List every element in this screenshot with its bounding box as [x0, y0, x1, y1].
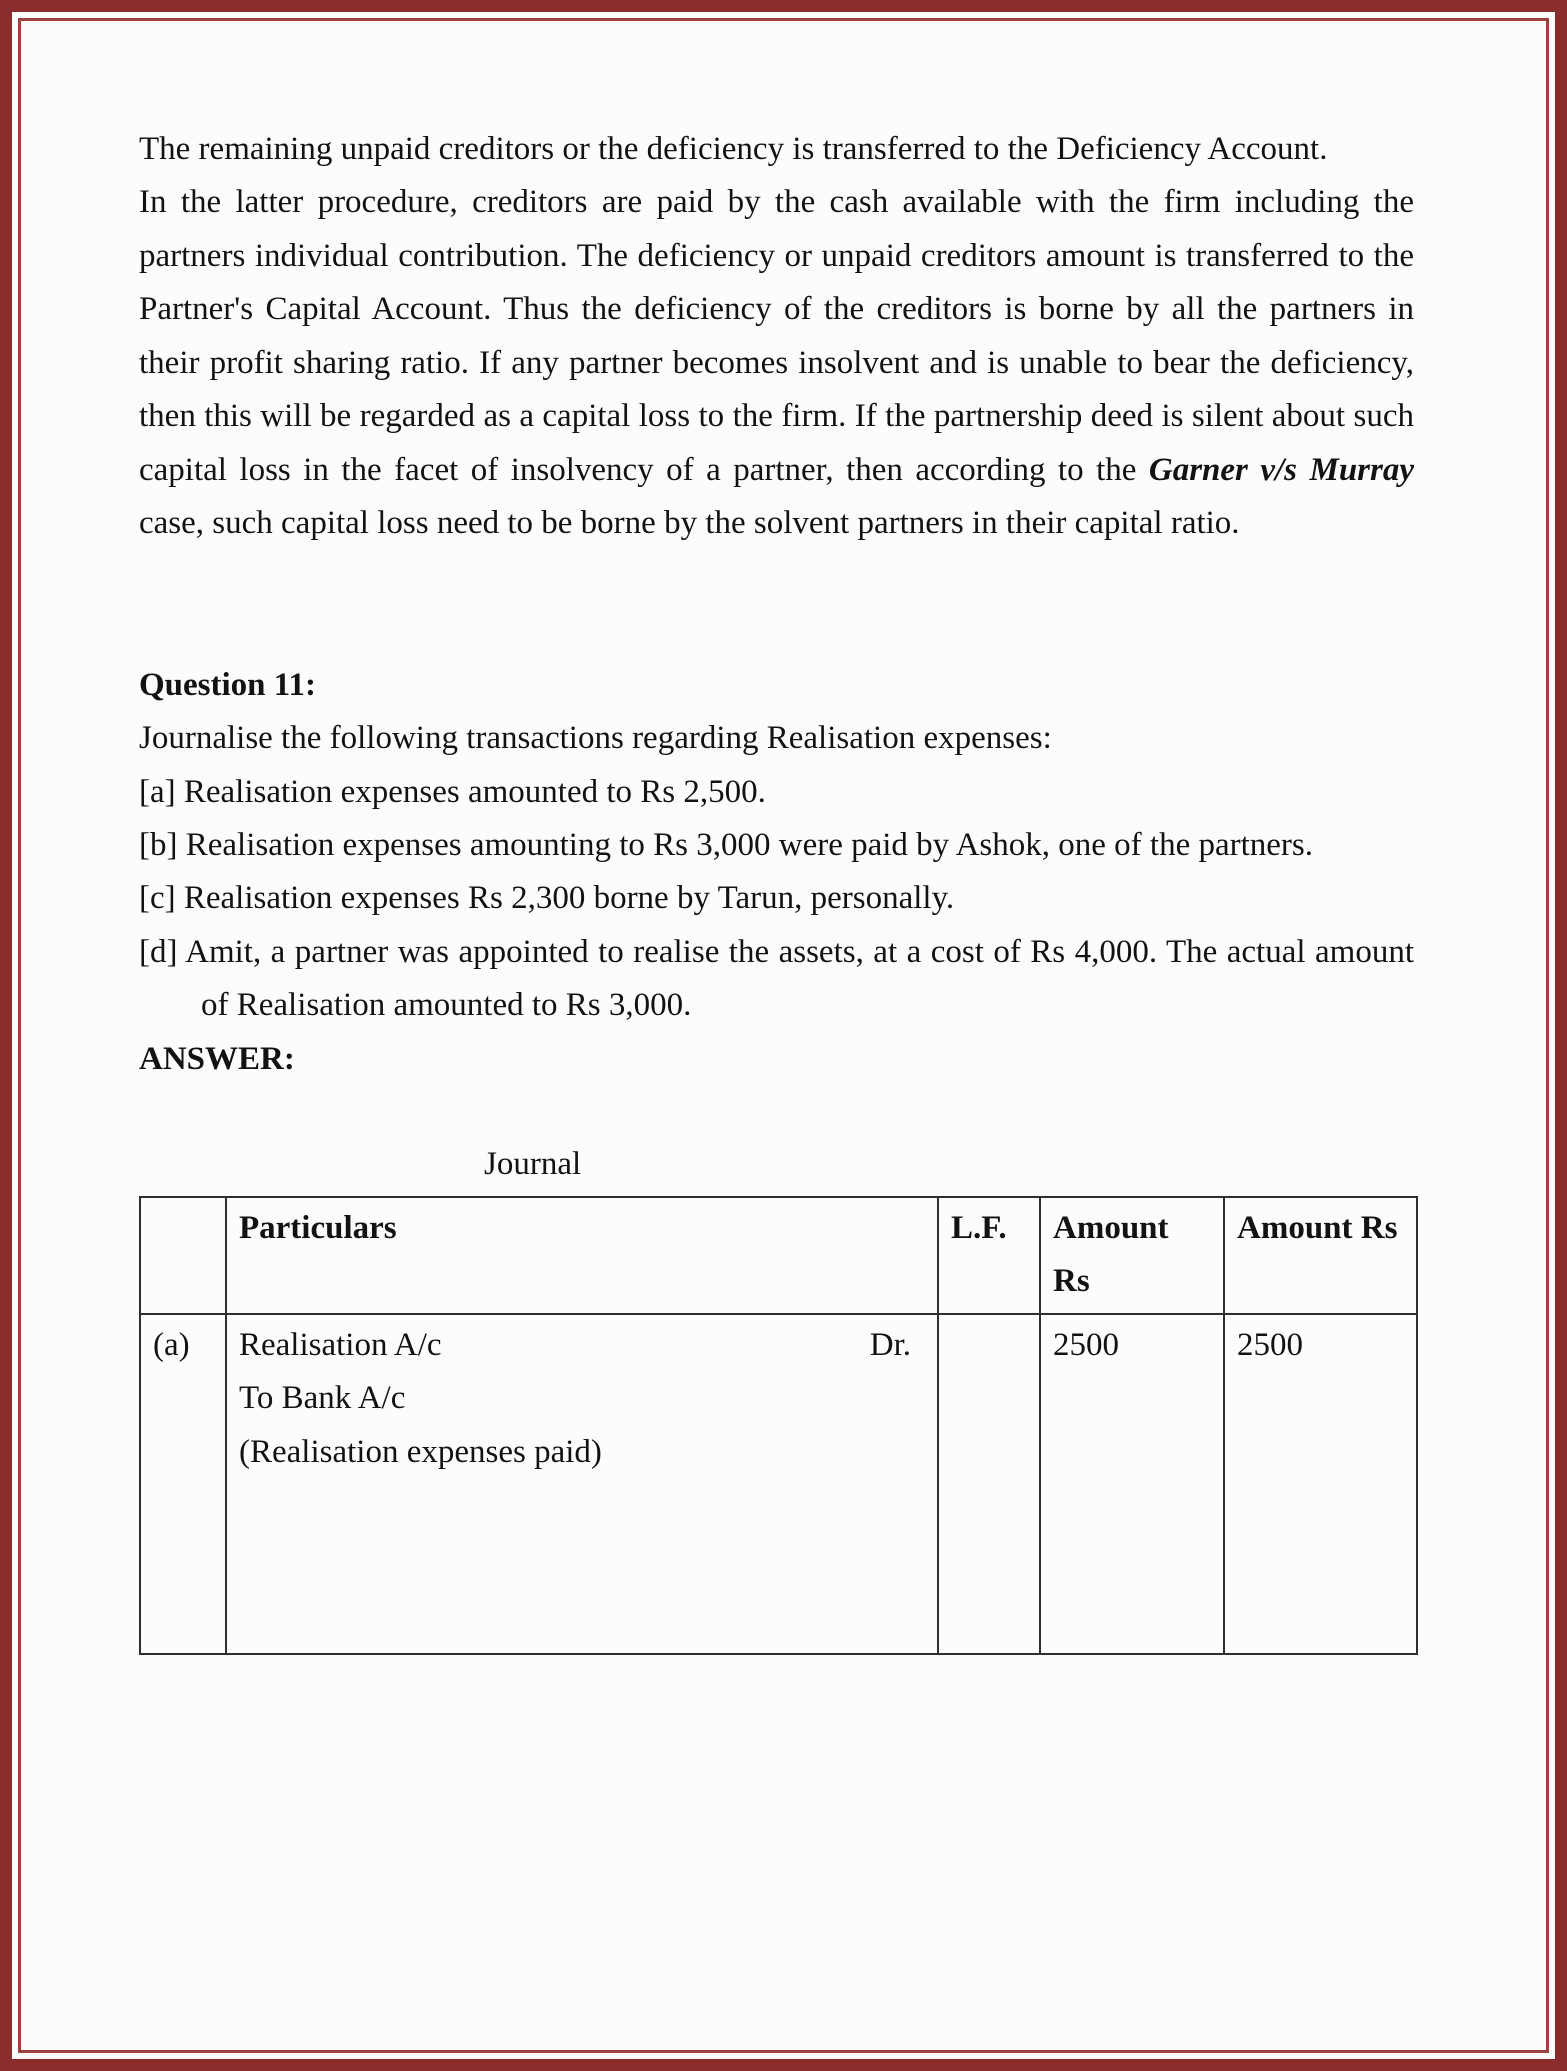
- page-content: [21, 21, 1546, 1655]
- question-block: [139, 659, 1414, 1087]
- entry-narration: (Realisation expenses paid): [239, 1433, 602, 1470]
- paragraph-2-text-pre: In the latter procedure, creditors are paid by the cash available with the firm including the partners individual contribution. The deficiency or unpaid creditors amount is transferred to the Partner's Capital Account. Thus the deficiency of the creditors is borne by all the partners in their profit sharing ratio. If any partner becomes insolvent and is unable to bear the deficiency, then this will be regarded as a capital loss to the firm. If the partnership deed is silent about such capital loss in the facet of insolvency of a partner, then according to the: [139, 184, 1414, 488]
- header-particulars: Particulars: [226, 1197, 938, 1314]
- question-intro: Journalise the following transactions regarding Realisation expenses:: [139, 720, 1052, 757]
- entry-account-debited: Realisation A/c: [239, 1326, 442, 1363]
- entry-credit-amount: 2500: [1224, 1314, 1417, 1654]
- entry-debit-amount: 2500: [1040, 1314, 1224, 1654]
- journal-entry-row-a: [140, 1314, 1417, 1654]
- paragraph-2-text-post: case, such capital loss need to be borne by the solvent partners in their capital ratio.: [139, 505, 1240, 542]
- header-row-label: [140, 1197, 226, 1314]
- entry-particulars: [226, 1314, 938, 1654]
- dr-abbreviation: Dr.: [869, 1326, 911, 1363]
- question-item-c: [c] Realisation expenses Rs 2,300 borne by Tarun, personally.: [139, 880, 955, 917]
- question-heading: Question 11:: [139, 666, 316, 703]
- page-inner-border: [18, 18, 1549, 2053]
- header-amount-credit: Amount Rs: [1224, 1197, 1417, 1314]
- paragraph-latter-procedure: [139, 176, 1414, 550]
- entry-account-credited: To Bank A/c: [239, 1380, 406, 1417]
- question-item-d: [d] Amit, a partner was appointed to realise the assets, at a cost of Rs 4,000. The actual amount of Realisation amounted to Rs 3,000.: [139, 933, 1414, 1024]
- journal-table: [139, 1196, 1418, 1655]
- journal-title: Journal: [484, 1146, 582, 1183]
- question-item-b: [b] Realisation expenses amounting to Rs 3,000 were paid by Ashok, one of the partners.: [139, 826, 1314, 863]
- question-item-a: [a] Realisation expenses amounted to Rs 2,500.: [139, 773, 766, 810]
- entry-lf-cell: [938, 1314, 1040, 1654]
- paragraph-deficiency-account: The remaining unpaid creditors or the deficiency is transferred to the Deficiency Account.: [139, 131, 1328, 167]
- header-lf: L.F.: [938, 1197, 1040, 1314]
- entry-label: (a): [140, 1314, 226, 1654]
- journal-header-row: [140, 1197, 1417, 1314]
- header-amount-debit: Amount Rs: [1040, 1197, 1224, 1314]
- case-citation: Garner v/s Murray: [1148, 451, 1415, 488]
- answer-label: ANSWER:: [139, 1040, 295, 1077]
- entry-debit-line: [239, 1319, 925, 1372]
